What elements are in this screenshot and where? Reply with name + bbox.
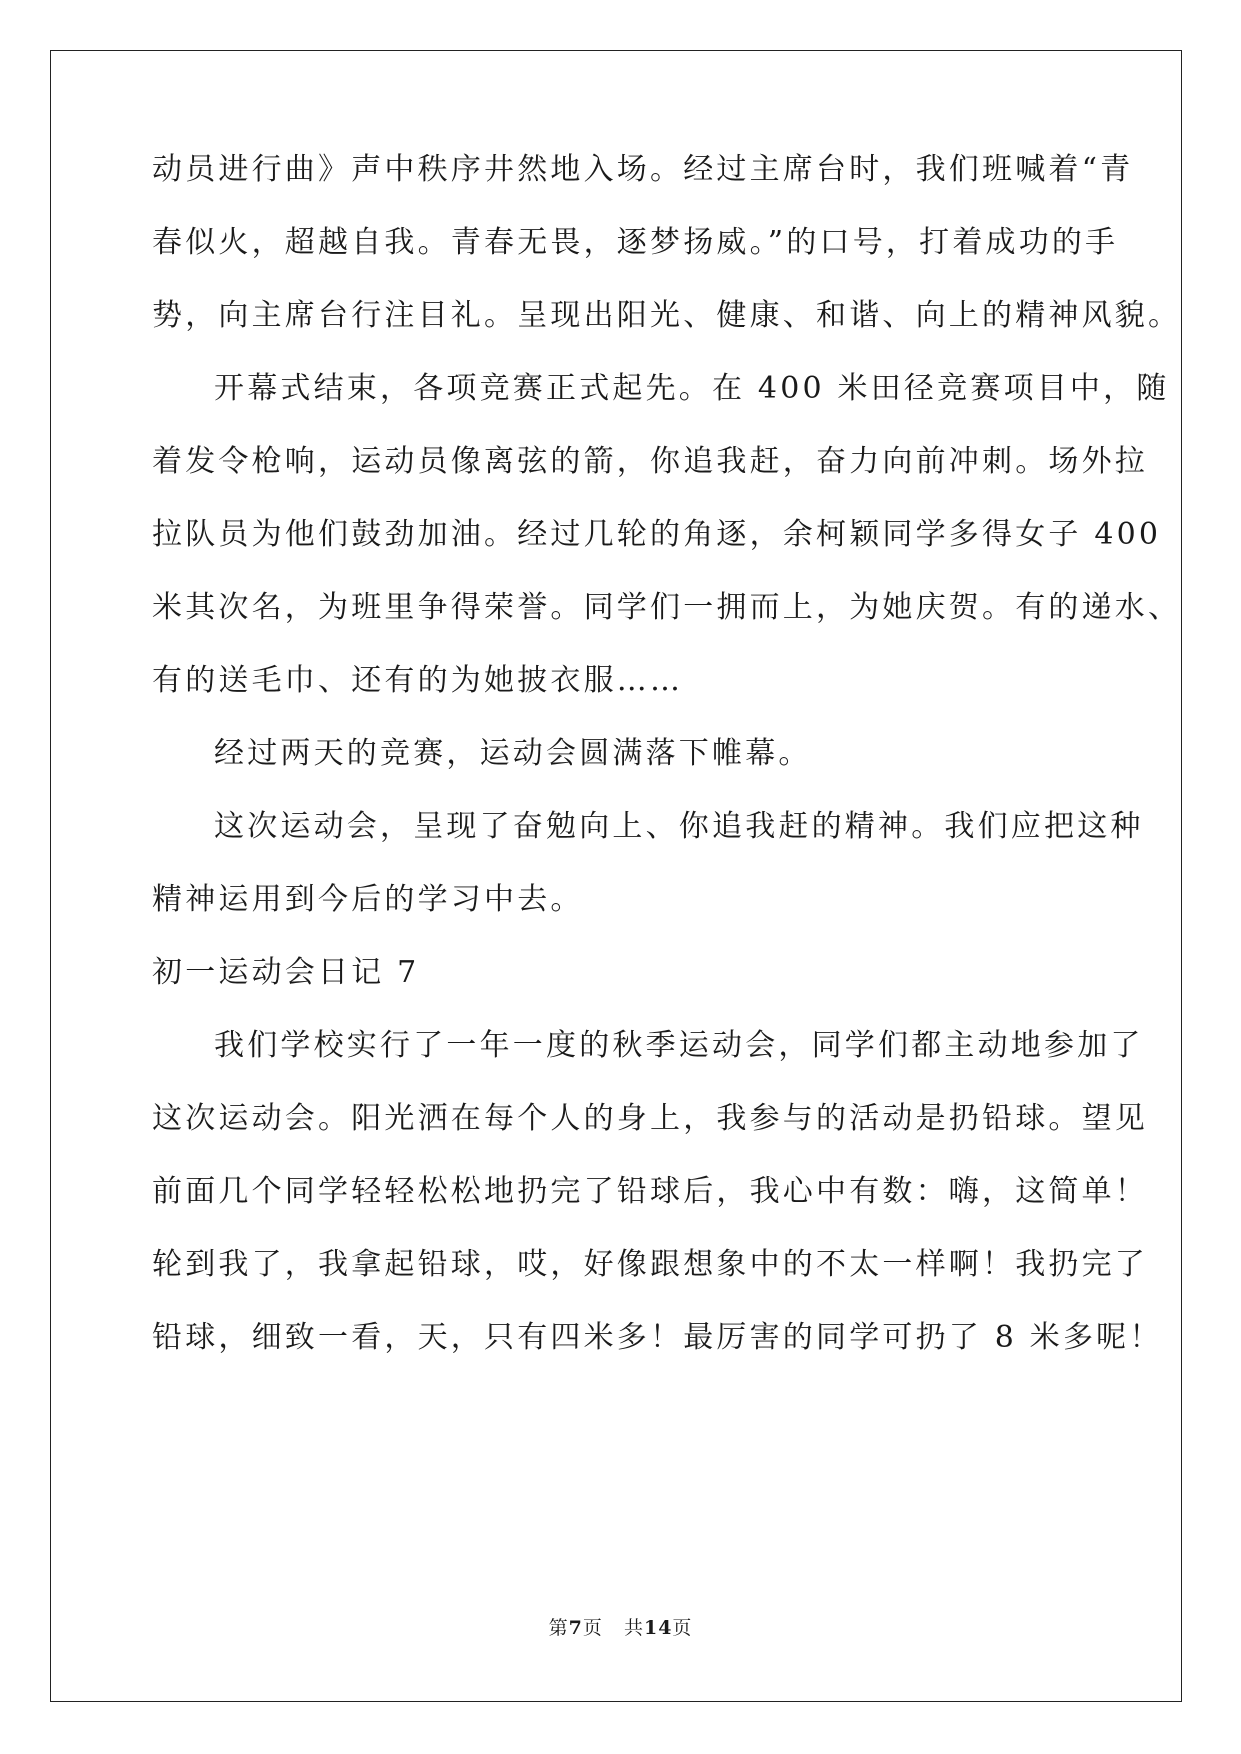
text-line: 动员进行曲》声中秩序井然地入场。经过主席台时，我们班喊着“青 <box>152 152 1134 187</box>
footer-total-suffix: 页 <box>672 1617 693 1639</box>
page-footer <box>0 1616 1241 1640</box>
text-line: 着发令枪响，运动员像离弦的箭，你追我赶，奋力向前冲刺。场外拉 <box>152 444 1148 479</box>
text-line: 这次运动会，呈现了奋勉向上、你追我赶的精神。我们应把这种 <box>214 809 1144 844</box>
text-line: 前面几个同学轻轻松松地扔完了铅球后，我心中有数：嗨，这简单！ <box>152 1174 1148 1209</box>
text-line: 春似火，超越自我。青春无畏，逐梦扬威。”的口号，打着成功的手 <box>152 225 1119 260</box>
text-line: 经过两天的竞赛，运动会圆满落下帷幕。 <box>214 736 812 771</box>
footer-total-prefix: 共 <box>623 1617 644 1639</box>
text-line: 米其次名，为班里争得荣誉。同学们一拥而上，为她庆贺。有的递水、 <box>152 590 1182 625</box>
footer-total-pages: 14 <box>643 1617 673 1639</box>
footer-page-number: 7 <box>568 1617 583 1639</box>
text-line: 铅球，细致一看，天，只有四米多！最厉害的同学可扔了 8 米多呢！ <box>152 1320 1163 1355</box>
text-line: 有的送毛巾、还有的为她披衣服…… <box>152 663 684 698</box>
footer-page-suffix: 页 <box>582 1617 603 1639</box>
text-line: 开幕式结束，各项竞赛正式起先。在 400 米田径竞赛项目中，随 <box>214 371 1170 406</box>
text-line: 拉队员为他们鼓劲加油。经过几轮的角逐，余柯颖同学多得女子 400 <box>152 517 1162 552</box>
section-heading: 初一运动会日记 7 <box>152 955 420 990</box>
text-line: 我们学校实行了一年一度的秋季运动会，同学们都主动地参加了 <box>214 1028 1144 1063</box>
text-line: 势，向主席台行注目礼。呈现出阳光、健康、和谐、向上的精神风貌。 <box>152 298 1182 333</box>
footer-page-prefix: 第 <box>548 1617 569 1639</box>
text-line: 这次运动会。阳光洒在每个人的身上，我参与的活动是扔铅球。望见 <box>152 1101 1148 1136</box>
text-line: 轮到我了，我拿起铅球，哎，好像跟想象中的不太一样啊！我扔完了 <box>152 1247 1148 1282</box>
text-line: 精神运用到今后的学习中去。 <box>152 882 584 917</box>
